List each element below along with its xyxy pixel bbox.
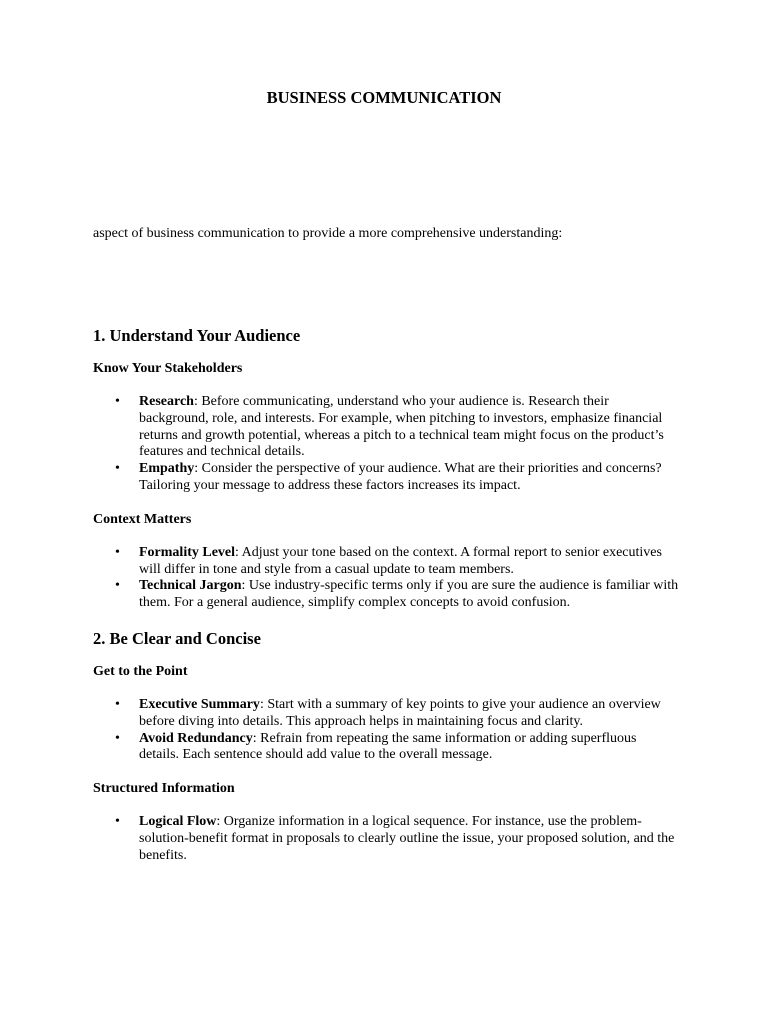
bullet-icon: • bbox=[115, 394, 120, 409]
bullet-icon: • bbox=[115, 814, 120, 830]
subsection-heading: Know Your Stakeholders bbox=[93, 361, 243, 376]
document-body bbox=[93, 325, 693, 865]
bullet-icon: • bbox=[115, 461, 120, 477]
item-term: Avoid Redundancy bbox=[139, 730, 253, 746]
intro-paragraph: aspect of business communication to provide a more comprehensive understanding: bbox=[93, 226, 563, 241]
document-title: BUSINESS COMMUNICATION bbox=[266, 88, 502, 107]
list-item bbox=[93, 578, 679, 612]
list-item bbox=[93, 697, 679, 731]
item-term: Logical Flow bbox=[139, 814, 217, 830]
section-heading: 2. Be Clear and Concise bbox=[93, 628, 261, 648]
item-term: Executive Summary bbox=[139, 696, 260, 712]
list-item bbox=[93, 461, 679, 495]
bullet-icon: • bbox=[115, 578, 120, 594]
item-text: : Start with a summary of key points to give your audience an overview before diving into details. This approach helps in maintaining focus and clarity. bbox=[139, 696, 661, 729]
item-term: Empathy bbox=[139, 461, 195, 477]
bullet-icon: • bbox=[115, 730, 120, 746]
item-text: : Refrain from repeating the same information or adding superfluous details. Each sentence should add value to the overall message. bbox=[139, 730, 637, 763]
list-item bbox=[93, 394, 679, 461]
item-term: Research bbox=[139, 394, 194, 409]
subsection-heading: Get to the Point bbox=[93, 663, 188, 679]
item-text: : Consider the perspective of your audience. What are their priorities and concerns? Tailoring your message to address these factors increases its impact. bbox=[139, 461, 662, 493]
item-text: : Use industry-specific terms only if you are sure the audience is familiar with them. For a general audience, simplify complex concepts to avoid confusion. bbox=[139, 578, 679, 611]
item-text: : Adjust your tone based on the context. A formal report to senior executives will differ in tone and style from a casual update to team members. bbox=[139, 544, 662, 577]
list-item bbox=[93, 814, 679, 864]
subsection-heading: Context Matters bbox=[93, 511, 192, 527]
bullet-list bbox=[93, 545, 693, 612]
bullet-list bbox=[93, 814, 693, 864]
item-text: : Organize information in a logical sequence. For instance, use the problem-solution-benefit format in proposals to clearly outline the issue, your proposed solution, and the benefits. bbox=[139, 814, 675, 863]
item-term: Formality Level bbox=[139, 544, 236, 560]
subsection-heading: Structured Information bbox=[93, 781, 235, 797]
bullet-list bbox=[93, 394, 693, 495]
section-heading: 1. Understand Your Audience bbox=[93, 326, 301, 345]
item-term: Technical Jargon bbox=[139, 578, 242, 594]
bullet-icon: • bbox=[115, 544, 120, 560]
list-item bbox=[93, 545, 679, 579]
item-text: : Before communicating, understand who your audience is. Research their background, role, and interests. For example, when pitching to investors, emphasize financial returns and growth potential, whereas a pitch to a technical team might focus on the product’s features and technical details. bbox=[139, 394, 664, 460]
bullet-icon: • bbox=[115, 696, 120, 712]
list-item bbox=[93, 731, 679, 765]
bullet-list bbox=[93, 697, 693, 764]
